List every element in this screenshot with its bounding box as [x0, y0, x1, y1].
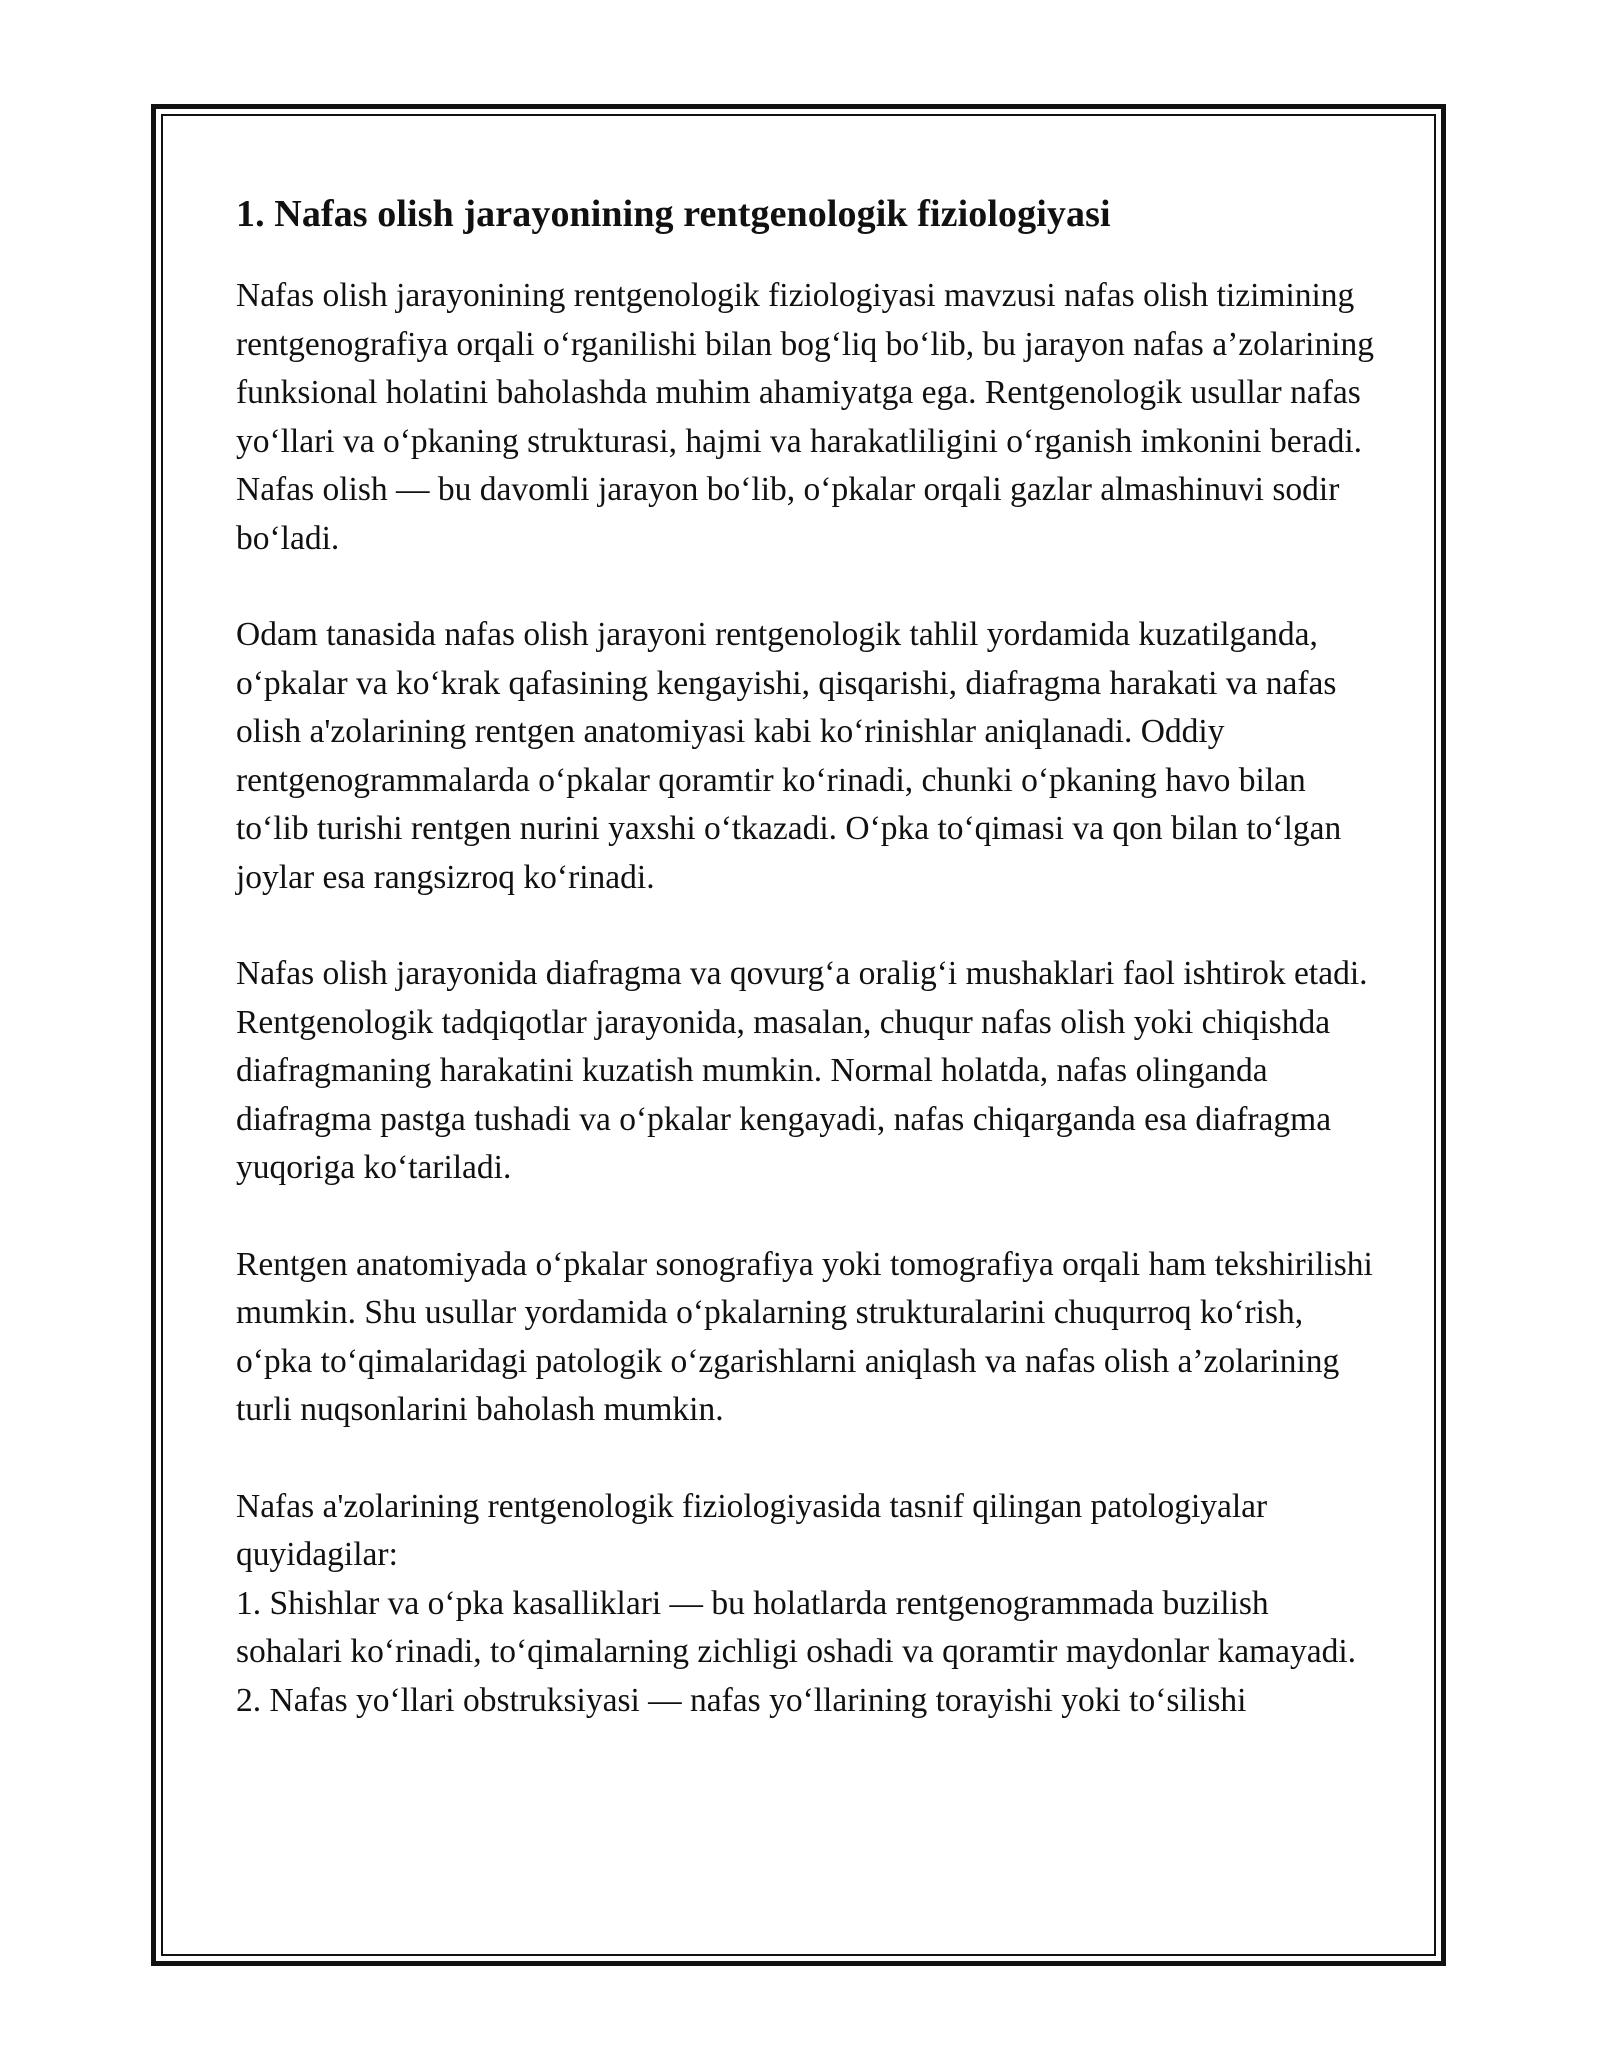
paragraph-diaphragm: Nafas olish jarayonida diafragma va qovurg‘a oralig‘i mushaklari faol ishtirok etadi. Rentgenologik tadqiqotlar jarayonida, masalan, chuqur nafas olish yoki chiqishda diafragmaning harakatini kuzatish mumkin. Normal holatda, nafas olinganda diafragma pastga tushadi va o‘pkalar kengayadi, nafas chiqarganda esa diafragma yuqoriga ko‘tariladi.: [236, 955, 1368, 1186]
section-heading: 1. Nafas olish jarayonining rentgenologik fiziologiyasi: [236, 193, 1111, 235]
pathology-list-item: 1. Shishlar va o‘pka kasalliklari — bu holatlarda rentgenogrammada buzilish sohalari ko‘rinadi, to‘qimalarning zichligi oshadi va qoramtir maydonlar kamayadi.: [236, 1584, 1357, 1670]
document-body: [236, 186, 1376, 1725]
paragraph-methods: Rentgen anatomiyada o‘pkalar sonografiya yoki tomografiya orqali ham tekshirilishi mumkin. Shu usullar yordamida o‘pkalarning strukturalarini chuqurroq ko‘rish, o‘pka to‘qimalaridagi patologik o‘zgarishlarni aniqlash va nafas olish a’zolarining turli nuqsonlarini baholash mumkin.: [236, 1245, 1373, 1428]
paragraph-observation: Odam tanasida nafas olish jarayoni rentgenologik tahlil yordamida kuzatilganda, o‘pkalar va ko‘krak qafasining kengayishi, qisqarishi, diafragma harakati va nafas olish a'zolarining rentgen anatomiyasi kabi ko‘rinishlar aniqlanadi. Oddiy rentgenogrammalarda o‘pkalar qoramtir ko‘rinadi, chunki o‘pkaning havo bilan to‘lib turishi rentgen nurini yaxshi o‘tkazadi. O‘pka to‘qimasi va qon bilan to‘lgan joylar esa rangsizroq ko‘rinadi.: [236, 616, 1342, 896]
pathology-list-intro: Nafas a'zolarining rentgenologik fiziologiyasida tasnif qilingan patologiyalar quyidagilar:: [236, 1487, 1268, 1573]
pathology-list-item: 2. Nafas yo‘llari obstruksiyasi — nafas yo‘llarining torayishi yoki to‘silishi: [236, 1681, 1247, 1719]
paragraph-intro: Nafas olish jarayonining rentgenologik fiziologiyasi mavzusi nafas olish tizimining rentgenografiya orqali o‘rganilishi bilan bog‘liq bo‘lib, bu jarayon nafas a’zolarining funksional holatini baholashda muhim ahamiyatga ega. Rentgenologik usullar nafas yo‘llari va o‘pkaning strukturasi, hajmi va harakatliligini o‘rganish imkonini beradi. Nafas olish — bu davomli jarayon bo‘lib, o‘pkalar orqali gazlar almashinuvi sodir bo‘ladi.: [236, 277, 1375, 557]
